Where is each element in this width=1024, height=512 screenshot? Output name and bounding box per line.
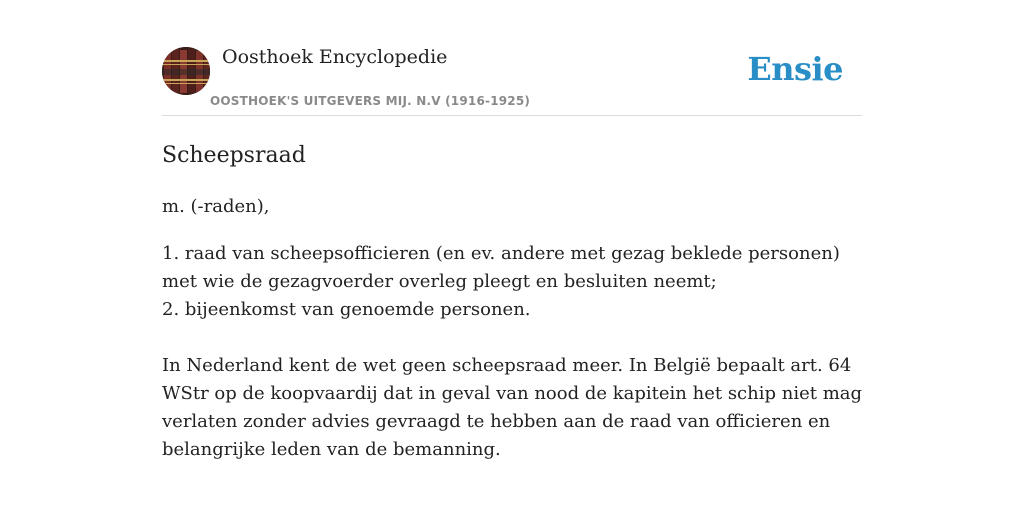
definition-item: 1. raad van scheepsofficieren (en ev. andere met gezag beklede personen) met wie de gezagvoerder overleg pleegt en besluiten neemt;: [162, 243, 840, 292]
entry-note: In Nederland kent de wet geen scheepsraad meer. In België bepaalt art. 64 WStr op de koopvaardij dat in geval van nood de kapitein het schip niet mag verlaten zonder advies gevraagd te hebben aan de raad van officieren en belangrijke leden van de bemanning.: [162, 355, 863, 460]
publisher-label: OOSTHOEK'S UITGEVERS MIJ. N.V (1916-1925): [210, 94, 531, 108]
ensie-logo[interactable]: Ensie: [747, 50, 843, 88]
definition-list: [162, 240, 862, 324]
entry-card: [162, 40, 862, 464]
book-spines-icon: [162, 47, 210, 95]
source-name[interactable]: Oosthoek Encyclopedie: [222, 46, 448, 68]
entry-title: Scheepsraad: [162, 143, 306, 168]
grammar-info: m. (-raden),: [162, 196, 270, 217]
entry-header: [162, 40, 862, 116]
definition-item: 2. bijeenkomst van genoemde personen.: [162, 299, 531, 320]
